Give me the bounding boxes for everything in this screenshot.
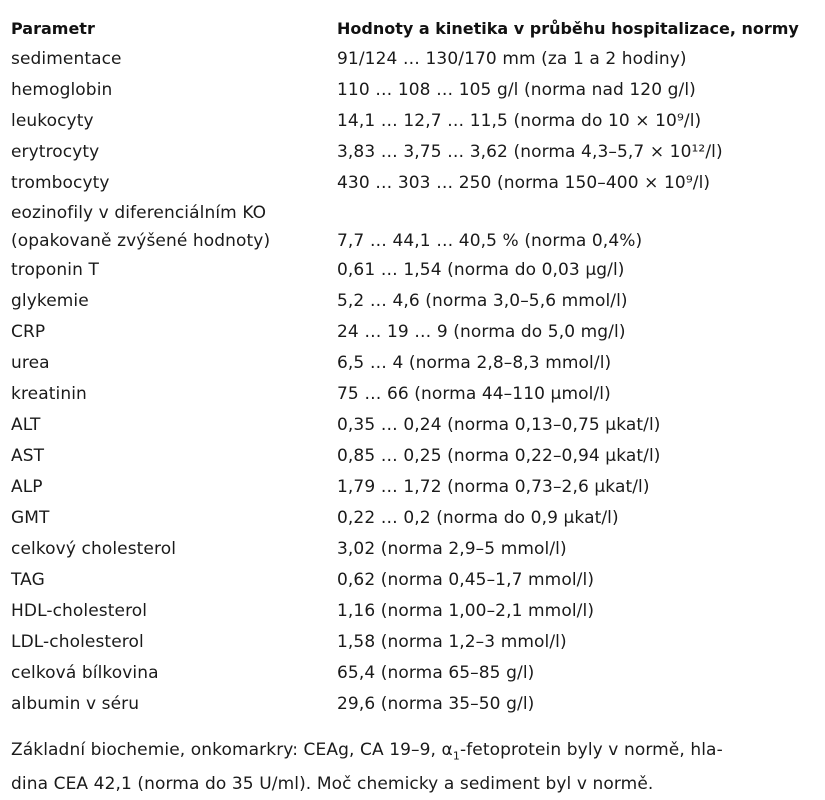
- parameter-cell: erytrocyty: [11, 142, 100, 162]
- value-cell: 14,1 … 12,7 … 11,5 (norma do 10 × 10⁹/l): [337, 111, 702, 131]
- table-row: [11, 348, 811, 379]
- table-row: [11, 658, 811, 689]
- value-cell: 0,62 (norma 0,45–1,7 mmol/l): [337, 570, 595, 590]
- parameter-cell: ALP: [11, 477, 43, 497]
- value-cell: 7,7 … 44,1 … 40,5 % (norma 0,4%): [337, 231, 643, 251]
- table-row: [11, 410, 811, 441]
- value-cell: 1,58 (norma 1,2–3 mmol/l): [337, 632, 567, 652]
- footnote-line-1-continuation: -fetoprotein byly v normě, hla-: [459, 740, 723, 760]
- parameter-cell: troponin T: [11, 260, 99, 280]
- value-cell: 430 … 303 … 250 (norma 150–400 × 10⁹/l): [337, 173, 711, 193]
- table-row: [11, 379, 811, 410]
- lab-results-body: [11, 44, 811, 720]
- parameter-cell: CRP: [11, 322, 46, 342]
- parameter-cell: GMT: [11, 508, 50, 528]
- parameter-cell: eozinofily v diferenciálním KO: [11, 203, 267, 223]
- table-row: [11, 565, 811, 596]
- footnote-subscript: 1: [452, 749, 460, 763]
- values-column-header: Hodnoty a kinetika v průběhu hospitalizace, normy: [337, 19, 799, 38]
- table-row: [11, 168, 811, 199]
- parameter-cell: albumin v séru: [11, 694, 140, 714]
- table-row: [11, 255, 811, 286]
- parameter-column-header: Parametr: [11, 19, 95, 38]
- parameter-cell: sedimentace: [11, 49, 122, 69]
- parameter-cell: LDL-cholesterol: [11, 632, 144, 652]
- value-cell: 6,5 … 4 (norma 2,8–8,3 mmol/l): [337, 353, 612, 373]
- value-cell: 0,85 … 0,25 (norma 0,22–0,94 μkat/l): [337, 446, 661, 466]
- value-cell: 0,61 … 1,54 (norma do 0,03 μg/l): [337, 260, 625, 280]
- table-row: [11, 286, 811, 317]
- table-row: [11, 596, 811, 627]
- parameter-cell: ALT: [11, 415, 41, 435]
- lab-results-table: [11, 14, 811, 720]
- value-cell: 0,22 … 0,2 (norma do 0,9 μkat/l): [337, 508, 619, 528]
- table-row: [11, 472, 811, 503]
- table-row: [11, 503, 811, 534]
- value-cell: 5,2 … 4,6 (norma 3,0–5,6 mmol/l): [337, 291, 628, 311]
- table-row: [11, 106, 811, 137]
- parameter-cell: urea: [11, 353, 50, 373]
- parameter-cell: leukocyty: [11, 111, 94, 131]
- value-cell: 1,16 (norma 1,00–2,1 mmol/l): [337, 601, 595, 621]
- parameter-cell: glykemie: [11, 291, 89, 311]
- parameter-cell: hemoglobin: [11, 80, 113, 100]
- table-row: [11, 75, 811, 106]
- table-row: [11, 44, 811, 75]
- table-row: [11, 534, 811, 565]
- footnote-line-2: dina CEA 42,1 (norma do 35 U/ml). Moč chemicky a sediment byl v normě.: [11, 774, 654, 795]
- value-cell: [337, 199, 811, 227]
- value-cell: 1,79 … 1,72 (norma 0,73–2,6 μkat/l): [337, 477, 650, 497]
- footnote-line-1: [11, 736, 817, 770]
- value-cell: 3,83 … 3,75 … 3,62 (norma 4,3–5,7 × 10¹²/l): [337, 142, 723, 162]
- value-cell: 0,35 … 0,24 (norma 0,13–0,75 μkat/l): [337, 415, 661, 435]
- parameter-cell: AST: [11, 446, 45, 466]
- parameter-cell: kreatinin: [11, 384, 87, 404]
- parameter-cell: celkový cholesterol: [11, 539, 177, 559]
- footnote: [11, 736, 817, 799]
- table-row: [11, 627, 811, 658]
- value-cell: 91/124 … 130/170 mm (za 1 a 2 hodiny): [337, 49, 687, 69]
- table-header-row: [11, 14, 811, 44]
- table-row: [11, 441, 811, 472]
- value-cell: 110 … 108 … 105 g/l (norma nad 120 g/l): [337, 80, 696, 100]
- parameter-cell: HDL-cholesterol: [11, 601, 148, 621]
- parameter-cell: (opakovaně zvýšené hodnoty): [11, 231, 271, 251]
- value-cell: 75 … 66 (norma 44–110 μmol/l): [337, 384, 611, 404]
- footnote-line-1-text: Základní biochemie, onkomarkry: CEAg, CA 19–9, α: [11, 740, 453, 760]
- parameter-cell: trombocyty: [11, 173, 110, 193]
- table-row: [11, 137, 811, 168]
- value-cell: 29,6 (norma 35–50 g/l): [337, 694, 535, 714]
- value-cell: 3,02 (norma 2,9–5 mmol/l): [337, 539, 567, 559]
- table-row: [11, 227, 811, 255]
- table-row: [11, 317, 811, 348]
- parameter-cell: TAG: [11, 570, 45, 590]
- table-row: [11, 199, 811, 227]
- table-row: [11, 689, 811, 720]
- value-cell: 24 … 19 … 9 (norma do 5,0 mg/l): [337, 322, 626, 342]
- parameter-cell: celková bílkovina: [11, 663, 159, 683]
- value-cell: 65,4 (norma 65–85 g/l): [337, 663, 535, 683]
